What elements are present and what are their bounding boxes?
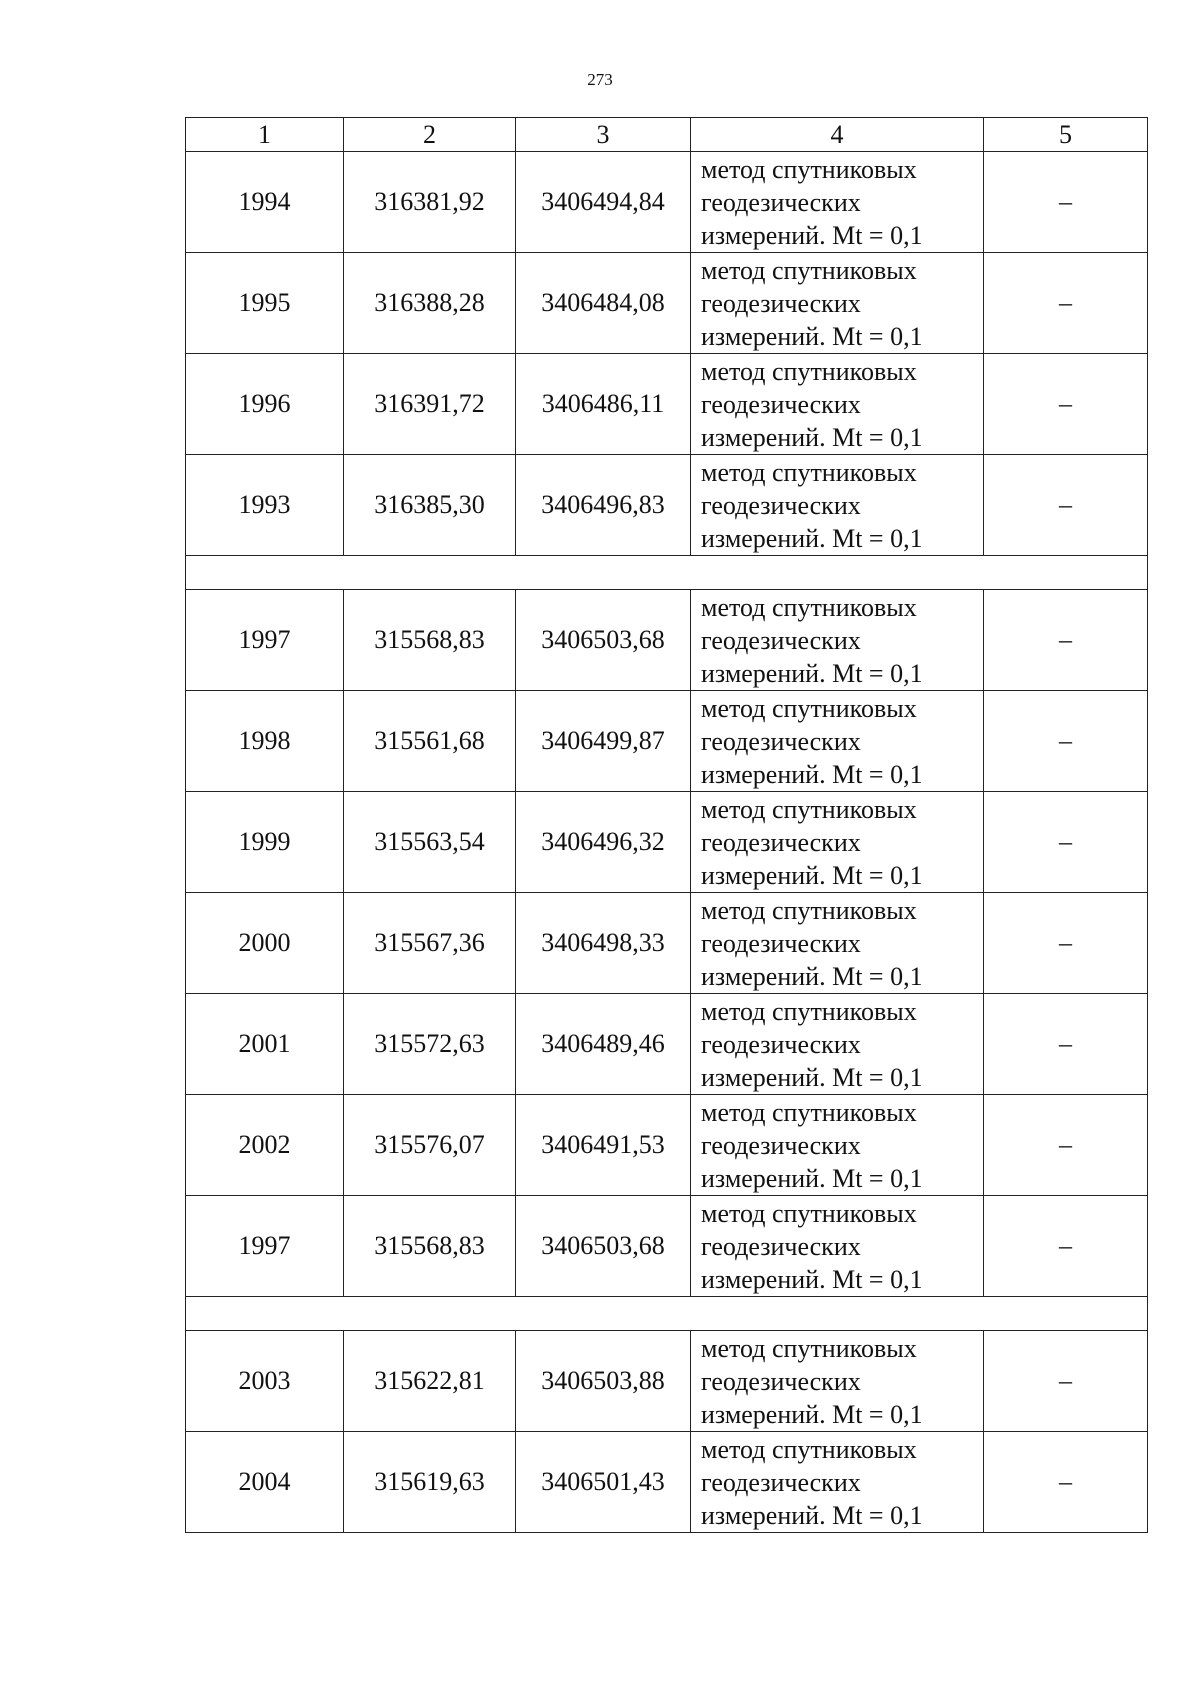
method-line: измерений. Mt = 0,1 xyxy=(701,1500,923,1530)
table-row xyxy=(186,691,1148,792)
method-line: геодезических xyxy=(701,928,861,958)
point-cell: 1997 xyxy=(186,590,344,691)
method-cell xyxy=(691,1432,984,1533)
table-row xyxy=(186,893,1148,994)
table-row xyxy=(186,354,1148,455)
method-line: геодезических xyxy=(701,389,861,419)
method-line: геодезических xyxy=(701,1366,861,1396)
x-coordinate-cell: 315561,68 xyxy=(344,691,516,792)
point-cell: 2004 xyxy=(186,1432,344,1533)
method-line: метод спутниковых xyxy=(701,1333,917,1363)
method-line: геодезических xyxy=(701,625,861,655)
y-coordinate-cell: 3406503,68 xyxy=(516,1196,691,1297)
table-row xyxy=(186,1196,1148,1297)
method-line: геодезических xyxy=(701,1467,861,1497)
note-cell: – xyxy=(984,691,1148,792)
method-cell xyxy=(691,994,984,1095)
separator-cell xyxy=(186,1297,1148,1331)
y-coordinate-cell: 3406501,43 xyxy=(516,1432,691,1533)
page-number: 273 xyxy=(587,70,613,89)
method-cell xyxy=(691,1331,984,1432)
header-col-5: 5 xyxy=(984,118,1148,152)
method-line: геодезических xyxy=(701,1231,861,1261)
method-line: геодезических xyxy=(701,1029,861,1059)
x-coordinate-cell: 315568,83 xyxy=(344,1196,516,1297)
point-cell: 1999 xyxy=(186,792,344,893)
method-line: метод спутниковых xyxy=(701,794,917,824)
y-coordinate-cell: 3406499,87 xyxy=(516,691,691,792)
point-cell: 1998 xyxy=(186,691,344,792)
header-col-1: 1 xyxy=(186,118,344,152)
method-line: геодезических xyxy=(701,288,861,318)
method-line: метод спутниковых xyxy=(701,255,917,285)
note-cell: – xyxy=(984,354,1148,455)
note-cell: – xyxy=(984,893,1148,994)
method-line: метод спутниковых xyxy=(701,592,917,622)
method-cell xyxy=(691,152,984,253)
note-cell: – xyxy=(984,253,1148,354)
note-cell: – xyxy=(984,1095,1148,1196)
table-row xyxy=(186,253,1148,354)
method-cell xyxy=(691,1095,984,1196)
point-cell: 1996 xyxy=(186,354,344,455)
table-row xyxy=(186,152,1148,253)
header-col-4: 4 xyxy=(691,118,984,152)
method-cell xyxy=(691,354,984,455)
y-coordinate-cell: 3406503,68 xyxy=(516,590,691,691)
note-cell: – xyxy=(984,1432,1148,1533)
method-line: измерений. Mt = 0,1 xyxy=(701,523,923,553)
method-line: измерений. Mt = 0,1 xyxy=(701,759,923,789)
y-coordinate-cell: 3406496,32 xyxy=(516,792,691,893)
method-cell xyxy=(691,253,984,354)
note-cell: – xyxy=(984,152,1148,253)
separator-cell xyxy=(186,556,1148,590)
method-line: метод спутниковых xyxy=(701,154,917,184)
y-coordinate-cell: 3406489,46 xyxy=(516,994,691,1095)
table-row xyxy=(186,455,1148,556)
method-line: метод спутниковых xyxy=(701,1198,917,1228)
table-row xyxy=(186,1432,1148,1533)
point-cell: 2000 xyxy=(186,893,344,994)
method-line: измерений. Mt = 0,1 xyxy=(701,961,923,991)
point-cell: 1997 xyxy=(186,1196,344,1297)
table-row xyxy=(186,590,1148,691)
method-line: геодезических xyxy=(701,490,861,520)
point-cell: 2001 xyxy=(186,994,344,1095)
x-coordinate-cell: 315622,81 xyxy=(344,1331,516,1432)
method-line: геодезических xyxy=(701,1130,861,1160)
note-cell: – xyxy=(984,1196,1148,1297)
point-cell: 2003 xyxy=(186,1331,344,1432)
method-line: измерений. Mt = 0,1 xyxy=(701,220,923,250)
method-line: геодезических xyxy=(701,187,861,217)
note-cell: – xyxy=(984,455,1148,556)
method-line: измерений. Mt = 0,1 xyxy=(701,1399,923,1429)
table-row xyxy=(186,1095,1148,1196)
x-coordinate-cell: 316391,72 xyxy=(344,354,516,455)
method-cell xyxy=(691,1196,984,1297)
method-line: метод спутниковых xyxy=(701,693,917,723)
point-cell: 1994 xyxy=(186,152,344,253)
y-coordinate-cell: 3406484,08 xyxy=(516,253,691,354)
method-line: измерений. Mt = 0,1 xyxy=(701,1062,923,1092)
y-coordinate-cell: 3406486,11 xyxy=(516,354,691,455)
x-coordinate-cell: 315572,63 xyxy=(344,994,516,1095)
method-cell xyxy=(691,792,984,893)
method-line: измерений. Mt = 0,1 xyxy=(701,860,923,890)
table-row xyxy=(186,792,1148,893)
note-cell: – xyxy=(984,590,1148,691)
method-line: измерений. Mt = 0,1 xyxy=(701,1163,923,1193)
separator-row xyxy=(186,556,1148,590)
point-cell: 2002 xyxy=(186,1095,344,1196)
method-cell xyxy=(691,590,984,691)
coordinates-table xyxy=(185,117,1148,1533)
table-body xyxy=(186,152,1148,1533)
x-coordinate-cell: 315576,07 xyxy=(344,1095,516,1196)
x-coordinate-cell: 315567,36 xyxy=(344,893,516,994)
y-coordinate-cell: 3406498,33 xyxy=(516,893,691,994)
method-line: метод спутниковых xyxy=(701,356,917,386)
method-line: измерений. Mt = 0,1 xyxy=(701,658,923,688)
method-cell xyxy=(691,893,984,994)
note-cell: – xyxy=(984,792,1148,893)
method-line: измерений. Mt = 0,1 xyxy=(701,422,923,452)
x-coordinate-cell: 316385,30 xyxy=(344,455,516,556)
y-coordinate-cell: 3406503,88 xyxy=(516,1331,691,1432)
method-line: измерений. Mt = 0,1 xyxy=(701,321,923,351)
x-coordinate-cell: 315568,83 xyxy=(344,590,516,691)
x-coordinate-cell: 315619,63 xyxy=(344,1432,516,1533)
method-line: метод спутниковых xyxy=(701,457,917,487)
method-line: метод спутниковых xyxy=(701,895,917,925)
method-line: метод спутниковых xyxy=(701,996,917,1026)
header-col-3: 3 xyxy=(516,118,691,152)
table-row xyxy=(186,1331,1148,1432)
method-line: метод спутниковых xyxy=(701,1434,917,1464)
table-row xyxy=(186,994,1148,1095)
method-cell xyxy=(691,455,984,556)
x-coordinate-cell: 316388,28 xyxy=(344,253,516,354)
header-row xyxy=(186,118,1148,152)
method-line: геодезических xyxy=(701,726,861,756)
note-cell: – xyxy=(984,1331,1148,1432)
point-cell: 1993 xyxy=(186,455,344,556)
separator-row xyxy=(186,1297,1148,1331)
x-coordinate-cell: 316381,92 xyxy=(344,152,516,253)
y-coordinate-cell: 3406491,53 xyxy=(516,1095,691,1196)
table-header xyxy=(186,118,1148,152)
point-cell: 1995 xyxy=(186,253,344,354)
x-coordinate-cell: 315563,54 xyxy=(344,792,516,893)
y-coordinate-cell: 3406496,83 xyxy=(516,455,691,556)
method-line: измерений. Mt = 0,1 xyxy=(701,1264,923,1294)
y-coordinate-cell: 3406494,84 xyxy=(516,152,691,253)
note-cell: – xyxy=(984,994,1148,1095)
method-line: метод спутниковых xyxy=(701,1097,917,1127)
method-line: геодезических xyxy=(701,827,861,857)
method-cell xyxy=(691,691,984,792)
header-col-2: 2 xyxy=(344,118,516,152)
